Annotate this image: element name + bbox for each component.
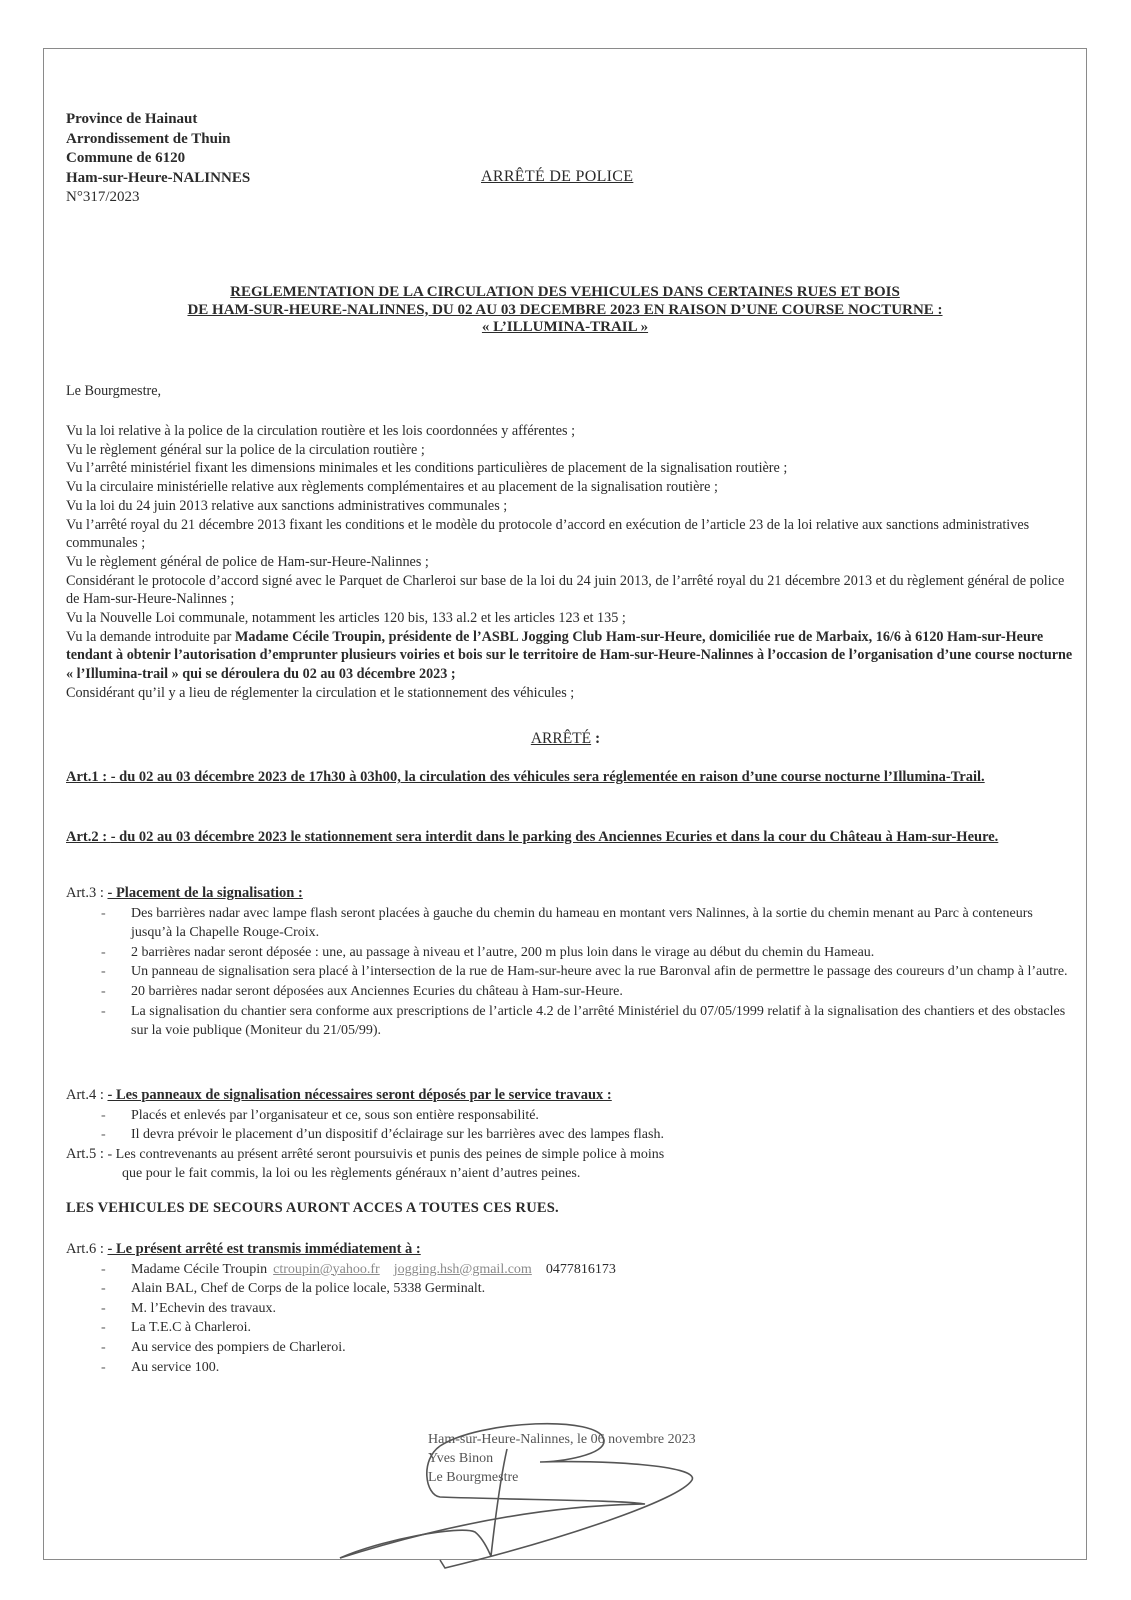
list-item-text: 2 barrières nadar seront déposée : une, au passage à niveau et l’autre, 200 m plus loin dans le virage au début du chemin du Hameau.	[131, 944, 875, 960]
list-item	[66, 1125, 1076, 1145]
document-type: ARRÊTÉ DE POLICE	[481, 168, 634, 185]
signatory-name: Yves Binon	[428, 1451, 494, 1466]
article-5-label: Art.5 :	[66, 1145, 108, 1162]
article-4	[66, 1086, 1076, 1184]
title-line-2: DE HAM-SUR-HEURE-NALINNES, DU 02 AU 03 DECEMBRE 2023 EN RAISON D’UNE COURSE NOCTURNE :	[187, 301, 943, 318]
article-5-continuation: que pour le fait commis, la loi ou les règlements généraux n’aient d’autres peines.	[122, 1166, 581, 1182]
header-municipality: Ham-sur-Heure-NALINNES	[66, 169, 251, 186]
article-2	[66, 828, 1076, 847]
header-arrondissement: Arrondissement de Thuin	[66, 130, 231, 147]
bullet-dash: -	[101, 1003, 106, 1019]
recipient-phone: 0477816173	[545, 1261, 616, 1277]
title-line-1: REGLEMENTATION DE LA CIRCULATION DES VEHICULES DANS CERTAINES RUES ET BOIS	[230, 284, 900, 300]
bullet-dash: -	[101, 964, 106, 980]
article-3-title: - Placement de la signalisation :	[107, 885, 303, 901]
emergency-vehicles-notice: LES VEHICULES DE SECOURS AURONT ACCES A TOUTES CES RUES.	[66, 1200, 559, 1216]
preamble-item: Vu le règlement général de police de Ham-sur-Heure-Nalinnes ;	[66, 553, 429, 570]
preamble-item: Vu le règlement général sur la police de la circulation routière ;	[66, 441, 425, 458]
list-item-text: Il devra prévoir le placement d’un dispositif d’éclairage sur les barrières avec des lampes flash.	[131, 1127, 664, 1143]
preamble-considering: Considérant qu’il y a lieu de réglementer la circulation et le stationnement des véhicules ;	[66, 684, 575, 701]
list-item-text: Des barrières nadar avec lampe flash seront placées à gauche du chemin du hameau en montant vers Nalinnes, à la sortie du chemin menant au Parc à conteneurs jusqu’à la Chapelle Rouge-Croix.	[131, 905, 1033, 941]
preamble	[66, 422, 1076, 703]
preamble-item: Vu l’arrêté ministériel fixant les dimensions minimales et les conditions particulières de placement de la signalisation routière ;	[66, 460, 788, 477]
list-item-text: Au service des pompiers de Charleroi.	[131, 1339, 346, 1355]
preamble-item: Vu la loi relative à la police de la circulation routière et les lois coordonnées y afférentes ;	[66, 423, 576, 439]
bullet-dash: -	[101, 944, 106, 960]
title-line-3: « L’ILLUMINA-TRAIL »	[481, 319, 649, 335]
list-item-text: Un panneau de signalisation sera placé à l’intersection de la rue de Ham-sur-heure avec la rue Baronval afin de permettre le passage des coureurs d’un champ à l’autre.	[131, 964, 1068, 980]
article-6-label: Art.6 :	[66, 1241, 108, 1257]
list-item	[66, 1279, 1076, 1299]
decision-heading	[0, 730, 1131, 748]
article-5	[66, 1145, 1076, 1165]
list-item	[66, 943, 1076, 963]
request-details: Madame Cécile Troupin, présidente de l’ASBL Jogging Club Ham-sur-Heure, domiciliée rue de Marbaix, 16/6 à 6120 Ham-sur-Heure tendant à obtenir l’autorisation d’emprunter plusieurs voiries et bois sur le territoire de Ham-sur-Heure-Nalinnes à l’occasion de l’organisation d’une course nocturne « l’Illumina-trail » qui se déroulera du 02 au 03 décembre 2023 ;	[66, 628, 1073, 683]
bullet-dash: -	[101, 905, 106, 921]
list-item	[66, 1002, 1076, 1041]
preamble-request	[66, 628, 1076, 684]
bullet-dash: -	[101, 1127, 106, 1143]
article-1-text: - du 02 au 03 décembre 2023 de 17h30 à 03h00, la circulation des véhicules sera réglementée en raison d’une course nocturne l’Illumina-Trail.	[110, 769, 985, 785]
list-item-text: Alain BAL, Chef de Corps de la police locale, 5338 Germinalt.	[131, 1281, 486, 1297]
preamble-item: Vu la Nouvelle Loi communale, notamment les articles 120 bis, 133 al.2 et les articles 123 et 135 ;	[66, 610, 626, 627]
recipient-email-1[interactable]: ctroupin@yahoo.fr	[273, 1261, 380, 1277]
article-1-label: Art.1 :	[66, 769, 111, 785]
list-item	[66, 904, 1076, 943]
list-item	[66, 1358, 1076, 1378]
list-item	[66, 1318, 1076, 1338]
article-2-text: - du 02 au 03 décembre 2023 le stationnement sera interdit dans le parking des Anciennes Ecuries et dans la cour du Château à Ham-sur-Heure.	[110, 829, 999, 845]
bullet-dash: -	[101, 1107, 106, 1123]
header-commune: Commune de 6120	[66, 150, 186, 166]
bullet-dash: -	[101, 1320, 106, 1336]
list-item-text: La T.E.C à Charleroi.	[131, 1320, 251, 1336]
bullet-dash: -	[101, 1359, 106, 1375]
signature-place-date: Ham-sur-Heure-Nalinnes, le 06 novembre 2023	[428, 1432, 696, 1447]
article-3	[66, 884, 1076, 1041]
preamble-opening: Le Bourgmestre,	[66, 383, 162, 399]
list-item	[66, 1260, 1076, 1280]
decision-title: ARRÊTÉ	[530, 730, 592, 747]
signature-block	[428, 1430, 696, 1487]
list-item	[66, 1106, 1076, 1126]
list-item	[66, 1299, 1076, 1319]
signatory-role: Le Bourgmestre	[428, 1470, 519, 1485]
request-prefix: Vu la demande introduite par	[66, 628, 235, 645]
article-2-label: Art.2 :	[66, 829, 111, 845]
preamble-item: Vu l’arrêté royal du 21 décembre 2013 fixant les conditions et le modèle du protocole d’accord en exécution de l’article 23 de la loi relative aux sanctions administratives communales ;	[66, 516, 1030, 552]
preamble-item: Vu la circulaire ministérielle relative aux règlements complémentaires et au placement de la signalisation routière ;	[66, 479, 718, 496]
list-item	[66, 982, 1076, 1002]
list-item	[66, 1338, 1076, 1358]
bullet-dash: -	[101, 1339, 106, 1355]
list-item-text: M. l’Echevin des travaux.	[131, 1300, 277, 1316]
list-item-text: 20 barrières nadar seront déposées aux Anciennes Ecuries du château à Ham-sur-Heure.	[131, 983, 623, 999]
recipient-name: Madame Cécile Troupin	[131, 1261, 268, 1277]
list-item-text: La signalisation du chantier sera conforme aux prescriptions de l’article 4.2 de l’arrêté Ministériel du 07/05/1999 relatif à la signalisation des chantiers et des obstacles sur la voie publique (Moniteur du 21/05/99).	[131, 1003, 1066, 1039]
list-item-text: Au service 100.	[131, 1359, 220, 1375]
article-3-label: Art.3 :	[66, 885, 108, 901]
document-title	[60, 284, 1070, 337]
issuer-header	[66, 110, 250, 208]
article-4-label: Art.4 :	[66, 1087, 108, 1103]
preamble-item: Considérant le protocole d’accord signé avec le Parquet de Charleroi sur base de la loi du 24 juin 2013, de l’arrêté royal du 21 décembre 2013 et du règlement général de police de Ham-sur-Heure-Nalinnes ;	[66, 572, 1065, 608]
preamble-item: Vu la loi du 24 juin 2013 relative aux sanctions administratives communales ;	[66, 497, 508, 514]
bullet-dash: -	[101, 1281, 106, 1297]
article-1	[66, 768, 1076, 787]
header-province: Province de Hainaut	[66, 111, 198, 127]
bullet-dash: -	[101, 983, 106, 999]
decision-colon: :	[591, 730, 601, 747]
decree-number: N°317/2023	[66, 189, 140, 205]
list-item-text: Placés et enlevés par l’organisateur et ce, sous son entière responsabilité.	[131, 1107, 539, 1123]
list-item	[66, 962, 1076, 982]
article-5-text: - Les contrevenants au présent arrêté seront poursuivis et punis des peines de simple police à moins	[107, 1146, 665, 1162]
recipient-email-2[interactable]: jogging.hsh@gmail.com	[393, 1261, 532, 1277]
article-4-title: - Les panneaux de signalisation nécessaires seront déposés par le service travaux :	[107, 1087, 612, 1103]
article-6-title: - Le présent arrêté est transmis immédiatement à :	[107, 1241, 421, 1257]
bullet-dash: -	[101, 1261, 106, 1277]
article-6	[66, 1240, 1076, 1377]
bullet-dash: -	[101, 1300, 106, 1316]
